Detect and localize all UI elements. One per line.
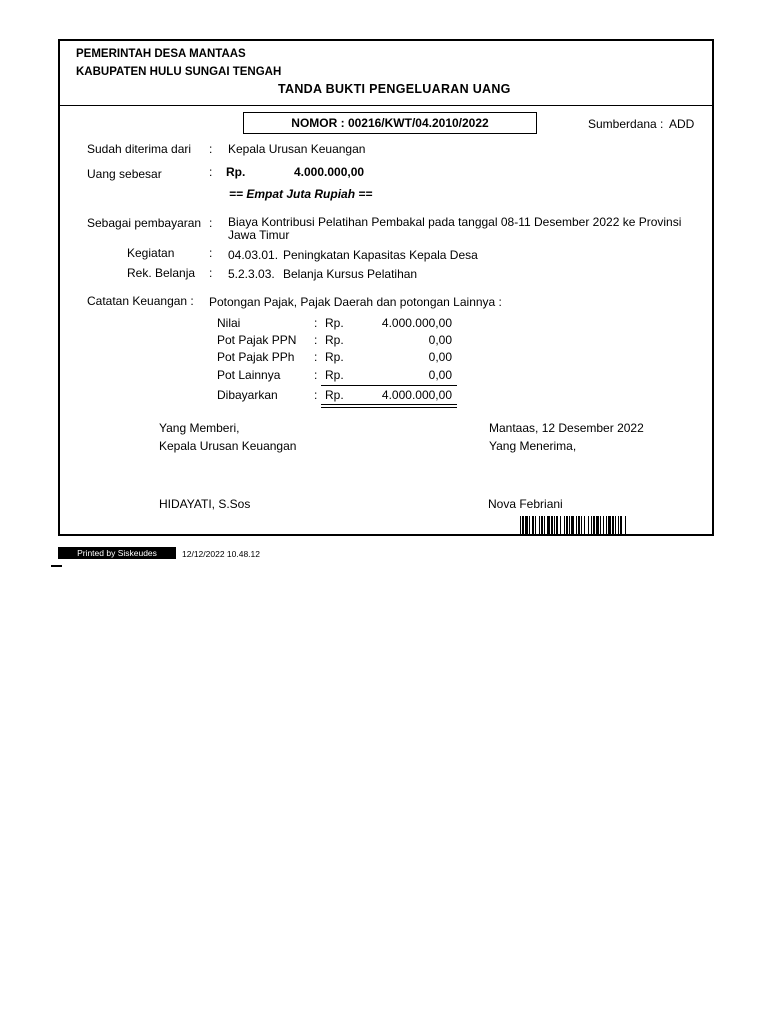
colon: : — [209, 165, 213, 179]
government-name: PEMERINTAH DESA MANTAAS — [76, 48, 246, 60]
sumberdana-label: Sumberdana : — [588, 117, 664, 131]
giver-title: Kepala Urusan Keuangan — [159, 439, 297, 453]
kegiatan-label: Kegiatan — [127, 246, 175, 260]
receiver-label: Yang Menerima, — [489, 439, 577, 453]
barcode-icon — [520, 516, 700, 534]
finance-row-currency: Rp. — [325, 350, 344, 364]
finance-row-label: Pot Lainnya — [217, 368, 281, 382]
header-separator — [58, 105, 714, 106]
colon: : — [209, 266, 213, 280]
finance-row-label: Pot Pajak PPh — [217, 350, 295, 364]
finance-row-value: 0,00 — [428, 350, 452, 364]
total-value: 4.000.000,00 — [381, 388, 452, 402]
total-currency: Rp. — [325, 388, 344, 402]
colon: : — [209, 142, 213, 156]
document-title: TANDA BUKTI PENGELUARAN UANG — [278, 82, 511, 96]
document-number-box — [243, 112, 537, 134]
colon: : — [209, 216, 213, 230]
finance-row-currency: Rp. — [325, 333, 344, 347]
printed-by-badge: Printed by Siskeudes — [58, 547, 176, 559]
colon: : — [314, 316, 318, 330]
finance-row-label: Nilai — [217, 316, 241, 330]
finance-row-value: 4.000.000,00 — [381, 316, 452, 330]
finance-notes-label: Catatan Keuangan : — [87, 294, 194, 308]
amount-label: Uang sebesar — [87, 167, 162, 181]
subtotal-line — [321, 385, 457, 386]
received-from-label: Sudah diterima dari — [87, 142, 192, 156]
amount-currency: Rp. — [226, 165, 246, 179]
colon: : — [314, 368, 318, 382]
place-date: Mantaas, 12 Desember 2022 — [489, 421, 644, 435]
payment-description: Biaya Kontribusi Pelatihan Pembakal pada tanggal 08-11 Desember 2022 ke Provinsi Jawa Timur — [228, 215, 682, 242]
rek-belanja-value: Belanja Kursus Pelatihan — [283, 267, 418, 281]
rek-belanja-label: Rek. Belanja — [127, 266, 196, 280]
finance-row-value: 0,00 — [428, 368, 452, 382]
kegiatan-code: 04.03.01. — [228, 248, 279, 262]
giver-label: Yang Memberi, — [159, 421, 240, 435]
amount-value: 4.000.000,00 — [294, 165, 365, 179]
finance-row-label: Pot Pajak PPN — [217, 333, 297, 347]
colon: : — [209, 246, 213, 260]
finance-row-value: 0,00 — [428, 333, 452, 347]
finance-row-currency: Rp. — [325, 368, 344, 382]
received-from-value: Kepala Urusan Keuangan — [228, 142, 366, 156]
giver-name: HIDAYATI, S.Sos — [159, 497, 251, 511]
regency-name: KABUPATEN HULU SUNGAI TENGAH — [76, 66, 282, 78]
total-label: Dibayarkan — [217, 388, 278, 402]
total-double-line-bottom — [321, 407, 457, 408]
colon: : — [314, 388, 318, 402]
total-double-line-top — [321, 404, 457, 405]
print-timestamp: 12/12/2022 10.48.12 — [182, 549, 260, 559]
payment-label: Sebagai pembayaran — [87, 216, 202, 230]
finance-notes-description: Potongan Pajak, Pajak Daerah dan potongan Lainnya : — [209, 295, 502, 309]
page-mark — [51, 565, 62, 567]
sumberdana-value: ADD — [669, 117, 695, 131]
amount-in-words: == Empat Juta Rupiah == — [229, 187, 373, 201]
colon: : — [314, 350, 318, 364]
finance-row-currency: Rp. — [325, 316, 344, 330]
document-number: NOMOR : 00216/KWT/04.2010/2022 — [291, 116, 489, 130]
kegiatan-value: Peningkatan Kapasitas Kepala Desa — [283, 248, 478, 262]
rek-belanja-code: 5.2.3.03. — [228, 267, 275, 281]
receiver-name: Nova Febriani — [488, 497, 563, 511]
colon: : — [314, 333, 318, 347]
